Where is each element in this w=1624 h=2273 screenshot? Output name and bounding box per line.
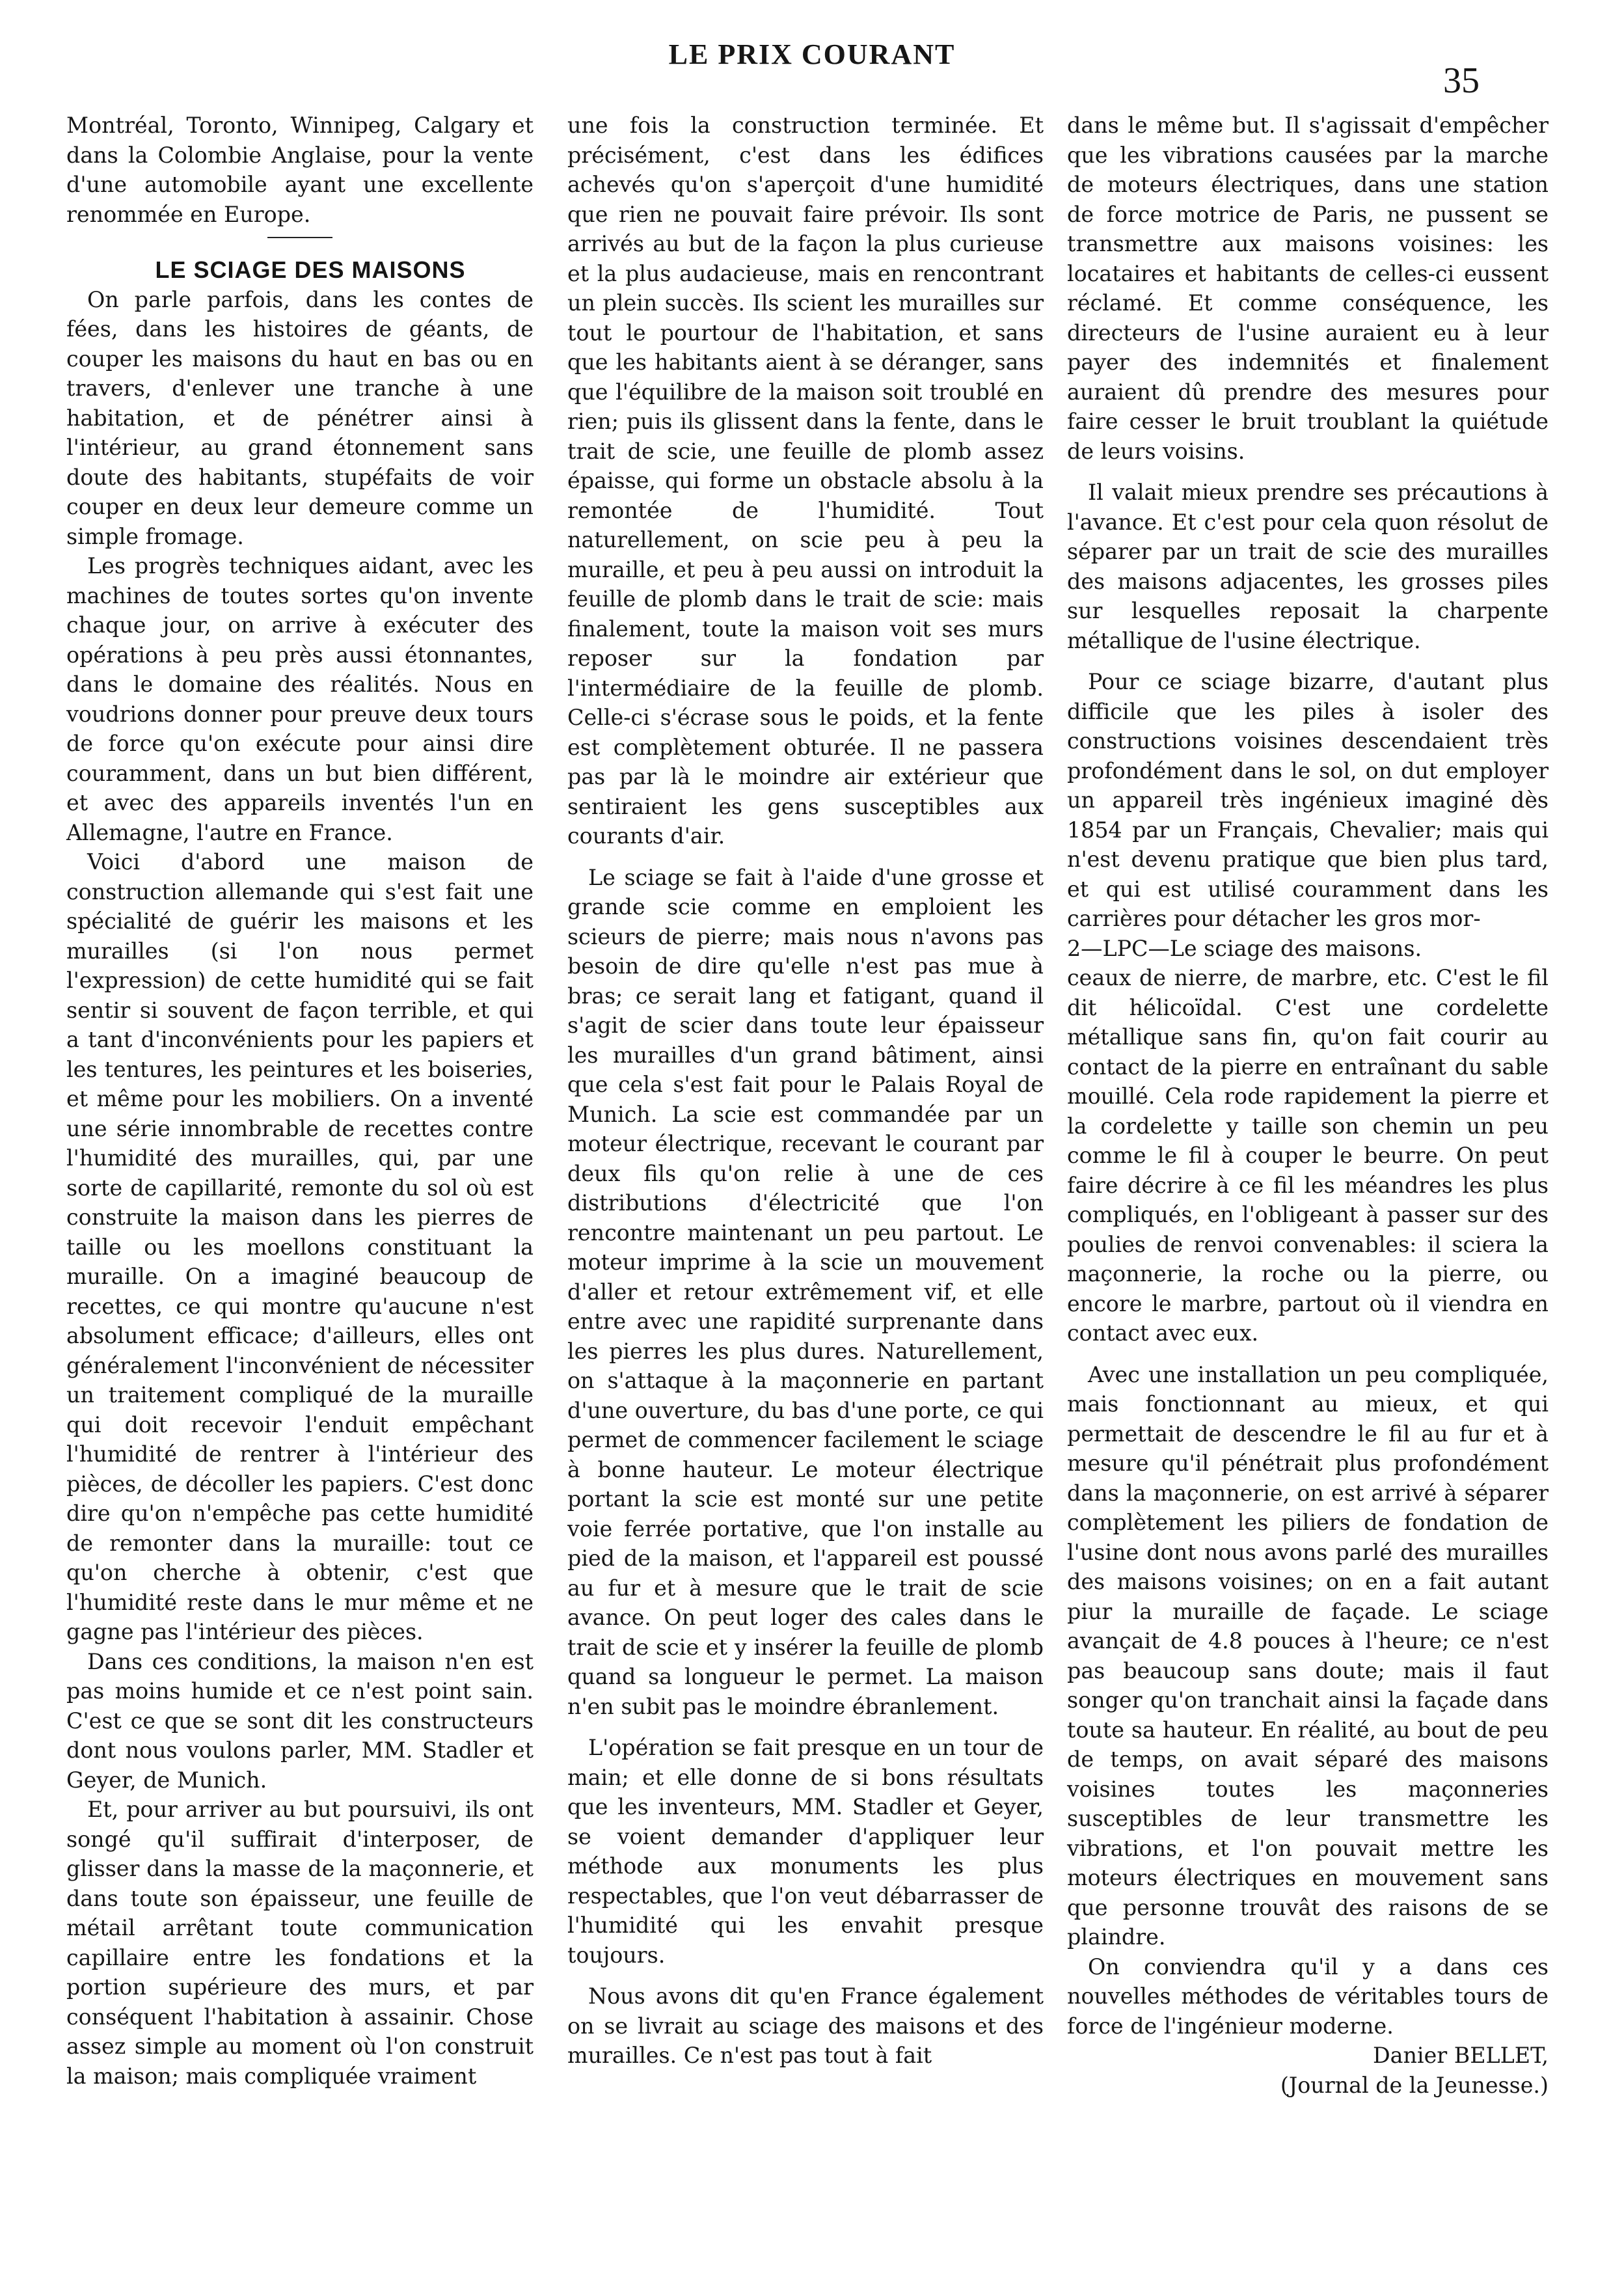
paragraph-continued: ceaux de nierre, de marbre, etc. C'est le fil dit hélicoïdal. C'est une cordelette métallique sans fin, qu'on fait courir au contact de la pierre en entraînant du sable mouillé. Cela rode rapidement la pierre et la cordelette y taille son chemin un peu comme le fil à couper le beurre. On peut faire décrire à ce fil les méandres les plus compliqués, en l'obligeant à passer sur des poulies de renvoi convenables: il sciera la maçonnerie, la roche ou la pierre, ou encore le marbre, partout où il viendra en contact avec eux.: [1067, 965, 1549, 1346]
article-title: LE SCIAGE DES MAISONS: [155, 256, 466, 283]
paragraph: Le sciage se fait à l'aide d'une grosse et grande scie comme en emploient les scieurs de pierre; mais nous n'avons pas besoin de dire qu'elle n'est pas mue à bras; ce serait lang et fatigant, quand il s'agit de scier dans toute leur épaisseur les murailles d'un grand bâtiment, ainsi que cela s'est fait pour le Palais Royal de Munich. La scie est commandée par un moteur électrique, recevant le courant par deux fils qu'on relie à une de ces distributions d'électricité que l'on rencontre maintenant un peu partout. Le moteur imprime à la scie un mouvement d'aller et retour extrêmement vif, et elle entre avec une rapidité surprenante dans les pierres les plus dures. Naturellement, on s'attaque à la maçonnerie en partant d'une ouverture, du bas d'une porte, ce qui permet de commencer facilement le sciage à bonne hauteur. Le moteur électrique portant la scie est monté sur une petite voie ferrée portative, que l'on installe au pied de la maison, et l'appareil est poussé au fur et à mesure que le trait de scie avance. On peut loger des cales dans le trait de scie et y insérer la feuille de plomb quand sa longueur le permet. La maison n'en subit pas le moindre ébranlement.: [567, 864, 1044, 1719]
paragraph: Dans ces conditions, la maison n'en est pas moins humide et ce n'est point sain. C'est ce que se sont dit les constructeurs dont nous voulons parler, MM. Stadler et Geyer, de Munich.: [66, 1648, 534, 1793]
paragraph: Et, pour arriver au but poursuivi, ils ont songé qu'il suffirait d'interposer, de glisser dans la masse de la maçonnerie, et dans toute son épaisseur, une feuille de métail arrêtant toute communication capillaire entre les fondations et la portion supérieure des murs, et par conséquent l'habitation à assainir. Chose assez simple au moment où l'on construit la maison; mais compliquée vraiment: [66, 1797, 534, 2089]
column-1: [66, 111, 534, 2091]
paragraph: Les progrès techniques aidant, avec les machines de toutes sortes qu'on invente chaque jour, on arrive à exécuter des opérations à peu près aussi étonnantes, dans le domaine des réalités. Nous en voudrions donner pour preuve deux tours de force qu'on exécute pour ainsi dire couramment, dans un but bien différent, et avec des appareils inventés l'un en Allemagne, l'autre en France.: [66, 553, 534, 845]
page-number: 35: [1443, 61, 1480, 101]
paragraph-continued: une fois la construction terminée. Et précisément, c'est dans les édifices achevés qu'on s'aperçoit d'une humidité que rien ne pouvait faire prévoir. Ils sont arrivés au but de la façon la plus curieuse et la plus audacieuse, mais en rencontrant un plein succès. Ils scient les murailles sur tout le pourtour de l'habitation, et sans que les habitants aient à se déranger, sans que l'équilibre de la maison soit troublé en rien; puis ils glissent dans la fente, dans le trait de scie, une feuille de plomb assez épaisse, qui forme un obstacle absolu à la remontée de l'humidité. Tout naturellement, on scie peu à peu la muraille, et peu à peu aussi on introduit la feuille de plomb dans le trait de scie: mais finalement, toute la maison voit ses murs reposer sur la fondation par l'intermédiaire de la feuille de plomb. Celle-ci s'écrase sous le poids, et la fente est complètement obturée. Il ne passera pas par là le moindre air extérieur que sentiraient les gens susceptibles aux courants d'air.: [567, 113, 1044, 849]
paragraph: On parle parfois, dans les contes de fées, dans les histoires de géants, de couper les maisons du haut en bas ou en travers, d'enlever une tranche à une habitation, et de pénétrer ainsi à l'intérieur, au grand étonnement sans doute des habitants, stupéfaits de voir couper en deux leur demeure comme un simple fromage.: [66, 286, 534, 549]
paragraph: Il valait mieux prendre ses précautions à l'avance. Et c'est pour cela quon résolut de séparer par un trait de scie des murailles des maisons adjacentes, les grosses piles sur lesquelles reposait la charpente métallique de l'usine électrique.: [1067, 480, 1549, 653]
running-header: LE PRIX COURANT: [668, 38, 956, 70]
paragraph: Nous avons dit qu'en France également on se livrait au sciage des maisons et des murailles. Ce n'est pas tout à fait: [567, 1983, 1044, 2068]
lead-in-paragraph: Montréal, Toronto, Winnipeg, Calgary et dans la Colombie Anglaise, pour la vente d'une automobile ayant une excellente renommée en Europe.: [66, 113, 534, 227]
author-signature: Danier BELLET,: [1372, 2043, 1549, 2068]
section-divider: [267, 237, 332, 238]
page-slug: 2—LPC—Le sciage des maisons.: [1067, 935, 1422, 961]
source-credit: (Journal de la Jeunesse.): [1280, 2072, 1549, 2098]
paragraph: Avec une installation un peu compliquée, mais fonctionnant au mieux, et qui permettait de descendre le fil au fur et à mesure qu'il pénétrait plus profondément dans la maçonnerie, on est arrivé à séparer complètement les piliers de fondation de l'usine dont nous avons parlé des murailles des maisons voisines; on en a fait autant piur la muraille de façade. Le sciage avançait de 4.8 pouces à l'heure; ce n'est pas beaucoup sans doute; mais il faut songer qu'on tranchait ainsi la façade dans toute sa hauteur. En réalité, au bout de peu de temps, on avait séparé des maisons voisines toutes les maçonneries susceptibles de leur transmettre les vibrations, et l'on pouvait mettre les moteurs électriques en mouvement sans que personne trouvât des raisons de se plaindre.: [1067, 1361, 1549, 1950]
column-3: [1067, 111, 1549, 2100]
paragraph: Voici d'abord une maison de construction allemande qui s'est fait une spécialité de guérir les maisons et les murailles (si l'on nous permet l'expression) de cette humidité qui se fait sentir si souvent de façon terrible, et qui a tant d'inconvénients pour les papiers et les tentures, les peintures et les boiseries, et même pour les mobiliers. On a inventé une série innombrable de recettes contre l'humidité des murailles, qui, par une sorte de capillarité, remonte du sol où est construite la maison dans les pierres de taille ou les moellons constituant la muraille. On a imaginé beaucoup de recettes, ce qui montre qu'aucune n'est absolument efficace; d'ailleurs, elles ont généralement l'inconvénient de nécessiter un traitement compliqué de la muraille qui doit recevoir l'enduit empêchant l'humidité de rentrer à l'intérieur des pièces, de décoller les papiers. C'est donc dire qu'on n'empêche pas cette humidité de remonter dans la muraille: tout ce qu'on cherche à obtenir, c'est que l'humidité reste dans le mur même et ne gagne pas l'intérieur des pièces.: [66, 849, 534, 1644]
paragraph: On conviendra qu'il y a dans ces nouvelles méthodes de véritables tours de force de l'ingénieur moderne.: [1067, 1953, 1549, 2039]
paragraph: L'opération se fait presque en un tour de main; et elle donne de si bons résultats que les inventeurs, MM. Stadler et Geyer, se voient demander d'appliquer leur méthode aux monuments les plus respectables, que l'on veut débarrasser de l'humidité qui les envahit presque toujours.: [567, 1735, 1044, 1968]
column-2: [567, 111, 1044, 2071]
paragraph: Pour ce sciage bizarre, d'autant plus difficile que les piles à isoler des constructions voisines descendaient très profondément dans le sol, on dut employer un appareil très ingénieux imaginé dès 1854 par un Français, Chevalier; mais qui n'est devenu pratique que bien plus tard, et qui est utilisé couramment dans les carrières pour détacher les gros mor-: [1067, 669, 1549, 931]
paragraph-continued: dans le même but. Il s'agissait d'empêcher que les vibrations causées par la marche de moteurs électriques, dans une station de force motrice de Paris, ne pussent se transmettre aux maisons voisines: les locataires et habitants de celles-ci eussent réclamé. Et comme conséquence, les directeurs de l'usine auraient eu à leur payer des indemnités et finalement auraient dû prendre des mesures pour faire cesser le bruit troublant la quiétude de leurs voisins.: [1067, 113, 1549, 464]
